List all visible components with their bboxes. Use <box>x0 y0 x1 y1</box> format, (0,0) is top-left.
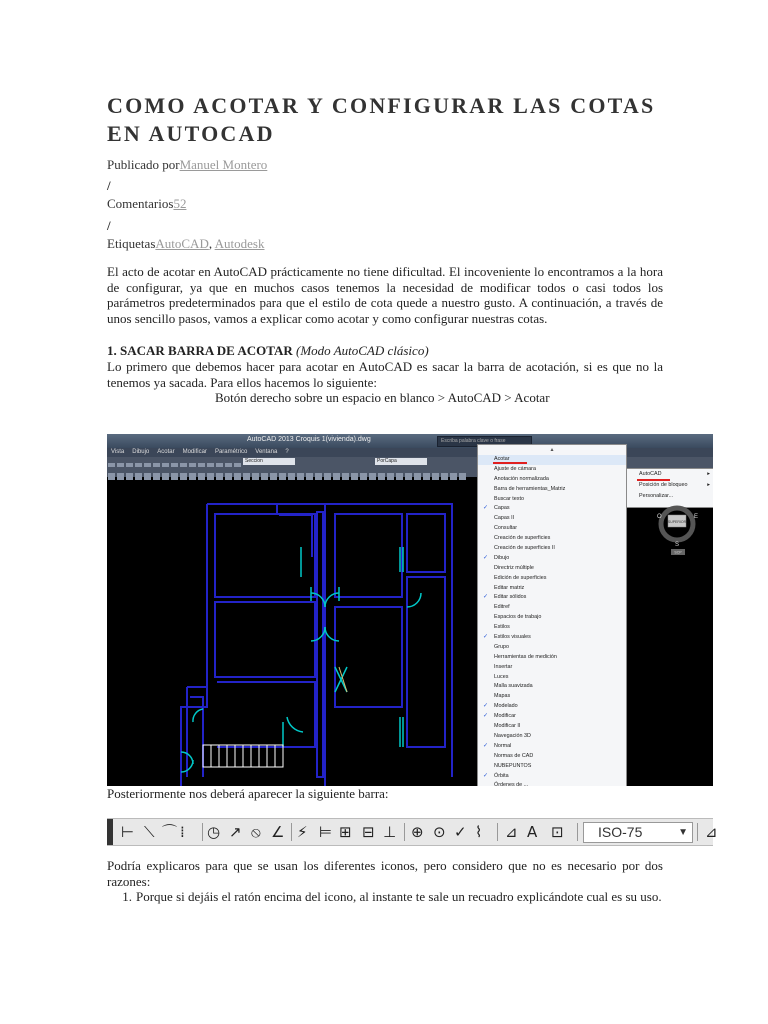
comments-label: Comentarios <box>107 196 174 211</box>
context-menu-item[interactable] <box>478 514 626 524</box>
explain-paragraph: Podría explicaros para que se usan los diferentes iconos, pero considero que no es necesario por dos razones: <box>107 858 663 889</box>
toolbar-grip[interactable] <box>107 819 113 845</box>
context-menu-item[interactable] <box>478 613 626 623</box>
tag-separator: , <box>208 236 215 251</box>
quick-dimension-icon[interactable]: ⚡ <box>297 823 308 841</box>
context-menu-item[interactable] <box>478 504 626 514</box>
context-menu-item[interactable] <box>478 742 626 752</box>
context-menu-item-label: Editref <box>494 604 510 611</box>
toolbar-separator <box>202 823 203 841</box>
compass-south: S <box>675 542 680 548</box>
context-menu-item-label: Modificar II <box>494 723 521 730</box>
dimension-edit-icon[interactable]: ⊿ <box>505 823 518 841</box>
context-menu-item[interactable] <box>478 534 626 544</box>
radius-icon[interactable]: ◷ <box>207 823 221 841</box>
inspection-icon[interactable]: ✓ <box>454 823 467 841</box>
context-menu-item[interactable] <box>478 762 626 772</box>
jogged-icon[interactable]: ↗ <box>229 823 242 841</box>
page-title: COMO ACOTAR Y CONFIGURAR LAS COTAS EN AUTOCAD <box>107 93 656 146</box>
context-menu-item[interactable] <box>478 772 626 782</box>
viewcube-face-label: SUPERIOR <box>667 520 687 524</box>
context-menu-item-label: Creación de superficies <box>494 535 551 542</box>
post-meta-comments <box>107 196 186 212</box>
context-menu-item[interactable] <box>478 465 626 475</box>
context-menu-item[interactable] <box>478 475 626 485</box>
context-menu-item-label: Herramientas de medición <box>494 653 557 660</box>
context-menu-item[interactable] <box>478 623 626 633</box>
context-menu-item-label: Luces <box>494 673 509 680</box>
submenu-item-label: AutoCAD <box>639 471 662 477</box>
help-search-input[interactable]: Escriba palabra clave o frase <box>437 436 532 447</box>
context-menu-item[interactable] <box>478 554 626 564</box>
dimension-update-icon[interactable]: ⊡ <box>551 823 564 841</box>
context-menu-item-label: Estilos <box>494 624 510 631</box>
context-menu-item-label: Modificar <box>494 713 516 720</box>
toolbar-context-menu <box>477 444 627 786</box>
autocad-screenshot <box>107 434 713 786</box>
context-menu-item[interactable] <box>478 722 626 732</box>
check-icon: ✓ <box>483 554 489 561</box>
context-menu-item-label: Insertar <box>494 663 513 670</box>
context-menu-item-label: Directriz múltiple <box>494 564 534 571</box>
toolbar-separator <box>697 823 698 841</box>
context-menu-item-label: Ajuste de cámara <box>494 465 536 472</box>
list-item-text: Porque si dejáis el ratón encima del icono, al instante te sale un recuadro explicándote cual es su uso. <box>136 889 662 904</box>
jogged-linear-icon[interactable]: ⌇ <box>475 823 483 841</box>
post-meta-tags <box>107 236 264 252</box>
context-menu-item[interactable] <box>478 633 626 643</box>
context-menu-item[interactable] <box>478 574 626 584</box>
chevron-down-icon: ▼ <box>678 827 688 838</box>
context-menu-item-label: Creación de superficies II <box>494 545 555 552</box>
context-menu-item[interactable] <box>478 702 626 712</box>
submenu-item-label: Personalizar... <box>639 493 674 499</box>
menu-item[interactable]: Modificar <box>182 449 207 455</box>
context-menu-item-label: Estilos visuales <box>494 634 531 641</box>
dimension-style-value: ISO-75 <box>598 824 643 840</box>
dimension-break-icon[interactable]: ⊥ <box>383 823 397 841</box>
dimension-toolbar <box>107 818 718 846</box>
context-menu-item[interactable] <box>478 712 626 722</box>
diameter-icon[interactable]: ⦸ <box>251 823 261 841</box>
submenu-item-label: Posición de bloqueo <box>639 482 688 488</box>
meta-separator: / <box>107 218 111 233</box>
context-menu-item-label: NUBEPUNTOS <box>494 762 532 769</box>
context-menu-item-label: Anotación normalizada <box>494 475 549 482</box>
context-menu-item-label: Espacios de trabajo <box>494 614 542 621</box>
toolbar-separator <box>577 823 578 841</box>
section-heading <box>107 343 663 359</box>
toolbar-separator <box>497 823 498 841</box>
post-meta-author <box>107 157 267 173</box>
scroll-up-arrow[interactable]: ▴ <box>550 447 554 453</box>
compass-west: O <box>657 514 662 520</box>
after-image-text: Posteriormente nos deberá aparecer la siguiente barra: <box>107 786 389 801</box>
published-label: Publicado por <box>107 157 180 172</box>
menu-item[interactable]: ? <box>285 449 289 455</box>
context-menu-item-label: Navegación 3D <box>494 732 531 739</box>
context-menu-item-label: Modelado <box>494 703 518 710</box>
check-icon: ✓ <box>483 772 489 779</box>
context-menu-item[interactable] <box>478 564 626 574</box>
dimension-text-edit-icon[interactable]: A <box>527 823 538 841</box>
angular-icon[interactable]: ∠ <box>271 823 285 841</box>
context-menu-item[interactable] <box>478 732 626 742</box>
check-icon: ✓ <box>483 703 489 710</box>
context-menu-item-label: Capas II <box>494 515 515 522</box>
menu-item[interactable]: Acotar <box>157 449 175 455</box>
submenu-item[interactable] <box>627 491 713 502</box>
aligned-dimension-icon[interactable]: ⟍ <box>144 823 155 841</box>
section-heading-text: 1. SACAR BARRA DE ACOTAR <box>107 343 293 358</box>
color-dropdown[interactable]: PorCapa <box>375 458 427 465</box>
continue-icon[interactable]: ⊞ <box>339 823 352 841</box>
context-menu-item-label: Dibujo <box>494 554 510 561</box>
dimension-style-icon[interactable]: ⊿ <box>705 823 718 841</box>
menu-item[interactable]: Ventana <box>255 449 278 455</box>
compass-east: E <box>694 514 699 520</box>
check-icon: ✓ <box>483 634 489 641</box>
context-menu-item-label: Órdenes de ... <box>494 782 529 786</box>
context-menu-item-label: Normas de CAD <box>494 752 534 759</box>
context-menu-item[interactable] <box>478 495 626 505</box>
arc-length-icon[interactable]: ⌒ <box>162 823 178 841</box>
context-menu-item[interactable] <box>478 544 626 554</box>
dimension-space-icon[interactable]: ⊟ <box>362 823 375 841</box>
menu-item[interactable]: Dibujo <box>132 449 150 455</box>
context-menu-item-label: Malla suavizada <box>494 683 533 690</box>
center-mark-icon[interactable]: ⊙ <box>433 823 446 841</box>
context-menu-item[interactable] <box>478 643 626 653</box>
submenu-item[interactable] <box>627 480 713 491</box>
check-icon: ✓ <box>483 713 489 720</box>
toolbar-separator <box>291 823 292 841</box>
context-menu-item[interactable] <box>478 673 626 683</box>
context-menu-item-label: Mapas <box>494 693 511 700</box>
dimension-style-select[interactable] <box>583 822 693 843</box>
context-menu-item[interactable] <box>478 485 626 495</box>
tag-autocad-link[interactable]: AutoCAD <box>155 236 209 251</box>
context-menu-item-label: Acotar <box>494 456 510 462</box>
toolbar-separator <box>404 823 405 841</box>
context-menu-item-label: Barra de herramientas_Matriz <box>494 485 566 492</box>
check-icon: ✓ <box>483 742 489 749</box>
context-menu-item[interactable] <box>478 682 626 692</box>
context-menu-item-label: Buscar texto <box>494 495 524 502</box>
context-menu-item[interactable] <box>478 584 626 594</box>
section-heading-note: (Modo AutoCAD clásico) <box>296 343 429 358</box>
viewcube-navigator[interactable] <box>644 502 713 562</box>
context-menu-item-label: Órbita <box>494 772 509 779</box>
window-title: AutoCAD 2013 Croquis 1(vivienda).dwg <box>247 436 371 443</box>
context-menu-item-label: Consultar <box>494 525 518 532</box>
context-menu-item-label: Editar sólidos <box>494 594 527 601</box>
intro-paragraph: El acto de acotar en AutoCAD prácticamente no tiene dificultad. El incoveniente lo encontramos a la hora de configurar, ya que en muchos casos tenemos la necesidad de modificar todos o casi todos los parámetros predeterminados para que el estilo de cota quede a nuestro gusto. A continuación, a través de unos sencillo pasos, vamos a explicar como acotar y como configurar nuestras cotas. <box>107 264 663 326</box>
submenu-arrow: ▸ <box>707 471 710 477</box>
submenu-arrow: ▸ <box>707 482 710 488</box>
menu-item[interactable]: Paramétrico <box>214 449 248 455</box>
ordinate-icon[interactable]: ⁞ <box>180 823 185 841</box>
context-menu-item[interactable] <box>478 663 626 673</box>
baseline-icon[interactable]: ⊨ <box>319 823 333 841</box>
context-menu-item[interactable] <box>478 653 626 663</box>
meta-separator: / <box>107 178 111 193</box>
context-menu-item[interactable] <box>478 593 626 603</box>
list-item-number: 1. <box>122 889 132 904</box>
section-body: Lo primero que debemos hacer para acotar en AutoCAD es sacar la barra de acotación, si es que no la tenemos ya sacada. Para ellos hacemos lo siguiente: <box>107 359 663 390</box>
tag-autodesk-link[interactable]: Autodesk <box>214 236 265 251</box>
context-menu-item-label: Grupo <box>494 643 509 650</box>
tags-label: Etiquetas <box>107 236 156 251</box>
context-menu-item[interactable] <box>478 692 626 702</box>
context-menu-item-label: Capas <box>494 505 510 512</box>
check-icon: ✓ <box>483 594 489 601</box>
layer-dropdown[interactable]: Seccion <box>243 458 295 465</box>
context-menu-item[interactable] <box>478 603 626 613</box>
comments-link[interactable]: 52 <box>173 196 187 211</box>
check-icon: ✓ <box>483 505 489 512</box>
context-menu-item[interactable] <box>478 524 626 534</box>
context-menu-item[interactable] <box>478 752 626 762</box>
context-menu-item-label: Editar matriz <box>494 584 525 591</box>
context-menu-item-label: Normal <box>494 742 512 749</box>
ucs-label: SCP <box>674 550 682 555</box>
menu-item[interactable]: Vista <box>111 449 125 455</box>
author-link[interactable]: Manuel Montero <box>179 157 268 172</box>
context-menu-item-label: Edición de superficies <box>494 574 547 581</box>
instruction-line: Botón derecho sobre un espacio en blanco > AutoCAD > Acotar <box>215 390 550 405</box>
tolerance-icon[interactable]: ⊕ <box>411 823 424 841</box>
linear-dimension-icon[interactable]: ⊢ <box>121 823 135 841</box>
